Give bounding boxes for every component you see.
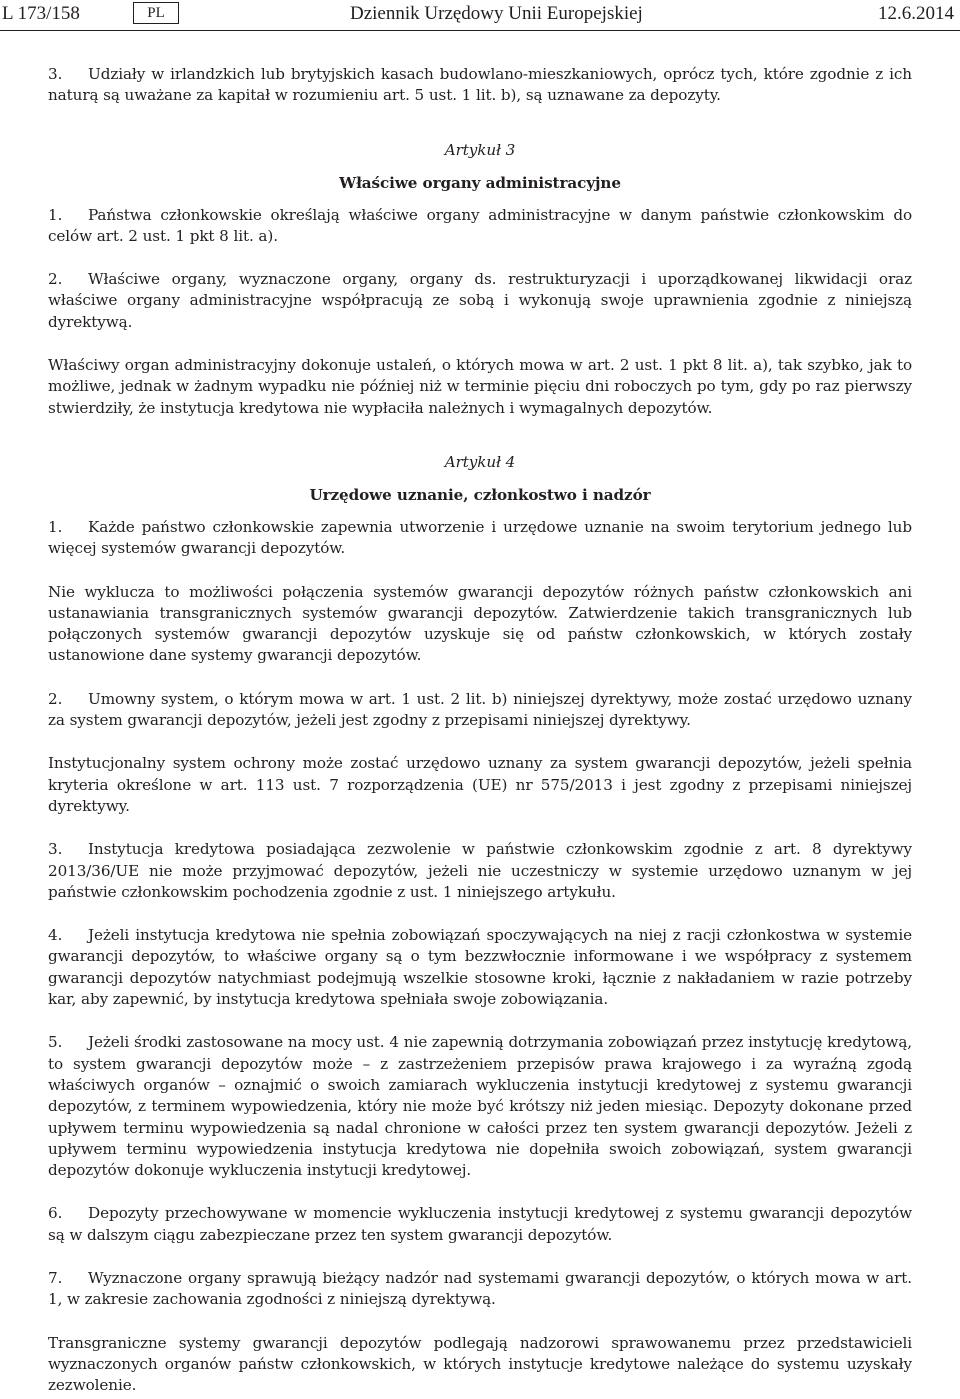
- article-4-paragraph-6: [48, 1203, 912, 1246]
- paragraph-text: Instytucja kredytowa posiadająca zezwolenie w państwie członkowskim zgodnie z art. 8 dyrektywy 2013/36/UE nie może przyjmować depozytów, jeżeli nie uczestniczy w systemie urzędowo uznanym w jej państwie członkowskim pochodzenia zgodnie z ust. 1 niniejszego artykułu.: [48, 840, 912, 901]
- paragraph-number: 1.: [48, 517, 63, 536]
- paragraph-number: 1.: [48, 205, 63, 224]
- paragraph-text: Państwa członkowskie określają właściwe organy administracyjne w danym państwie członkowskim do celów art. 2 ust. 1 pkt 8 lit. a).: [48, 205, 912, 245]
- article-4-paragraph-1-continued: Nie wyklucza to możliwości połączenia systemów gwarancji depozytów różnych państw członkowskich ani ustanawiania transgranicznych systemów gwarancji depozytów. Zatwierdzenie takich transgranicznych lub połączonych systemów gwarancji depozytów uzyskuje się od państw członkowskich, w których zostały ustanowione dane systemy gwarancji depozytów.: [48, 582, 912, 665]
- paragraph-number: 5.: [48, 1033, 63, 1052]
- article-4-label: Artykuł 4: [444, 452, 516, 471]
- paragraph-number: 6.: [48, 1204, 63, 1223]
- paragraph-text: Jeżeli środki zastosowane na mocy ust. 4 nie zapewnią dotrzymania zobowiązań przez instytucję kredytową, to system gwarancji depozytów może – z zastrzeżeniem przepisów prawa krajowego i za wyraźną zgodą właściwych organów – oznajmić o swoich zamiarach wykluczenia instytucji kredytowej z systemu gwarancji depozytów, z terminem wypowiedzenia, który nie może być krótszy niż jeden miesiąc. Depozyty dokonane przed upływem terminu wypowiedzenia są nadal chronione w całości przez ten system gwarancji depozytów. Jeżeli z upływem terminu wypowiedzenia instytucja kredytowa nie dopełniła swoich zobowiązań, system gwarancji depozytów dokonuje wykluczenia instytucji kredytowej.: [48, 1033, 912, 1180]
- paragraph-number: 7.: [48, 1268, 63, 1287]
- paragraph-number: 3.: [48, 65, 63, 83]
- page-number: L 173/158: [2, 3, 80, 24]
- article-4-paragraph-7-continued: Transgraniczne systemy gwarancji depozytów podlegają nadzorowi sprawowanemu przez przedstawicieli wyznaczonych organów państw członkowskich, w których instytucje kredytowe należące do systemu uzyskały zezwolenie.: [48, 1333, 912, 1395]
- language-code-box: PL: [133, 2, 179, 24]
- article-4-paragraph-7: [48, 1268, 912, 1311]
- paragraph-text: Jeżeli instytucja kredytowa nie spełnia zobowiązań spoczywających na niej z racji członkostwa w systemie gwarancji depozytów, to właściwe organy są o tym bezzwłocznie informowane i we współpracy z systemem gwarancji depozytów natychmiast podejmują wszelkie stosowne kroki, łącznie z nakładaniem w razie potrzeby kar, aby zapewnić, by instytucja kredytowa spełniała swoje zobowiązania.: [48, 926, 912, 1009]
- paragraph-number: 3.: [48, 840, 63, 859]
- paragraph-number: 4.: [48, 926, 63, 945]
- publication-date: 12.6.2014: [878, 3, 954, 24]
- article-3-label: Artykuł 3: [444, 140, 516, 159]
- article-3-paragraph-2: [48, 269, 912, 333]
- paragraph-text: Depozyty przechowywane w momencie wykluczenia instytucji kredytowej z systemu gwarancji depozytów są w dalszym ciągu zabezpieczane przez ten system gwarancji depozytów.: [48, 1204, 912, 1244]
- page-header: [0, 0, 960, 31]
- article-4-paragraph-5: [48, 1032, 912, 1181]
- article-3-title: Właściwe organy administracyjne: [339, 173, 621, 192]
- article-3-paragraph-2-continued: Właściwy organ administracyjny dokonuje ustaleń, o których mowa w art. 2 ust. 1 pkt 8 lit. a), tak szybko, jak to możliwe, jednak w żadnym wypadku nie później niż w terminie pięciu dni roboczych po tym, gdy po raz pierwszy stwierdziły, że instytucja kredytowa nie wypłaciła należnych i wymagalnych depozytów.: [48, 356, 912, 417]
- article-4-paragraph-3: [48, 839, 912, 903]
- article-3-paragraph-1: [48, 205, 912, 248]
- paragraph-text: Umowny system, o którym mowa w art. 1 ust. 2 lit. b) niniejszej dyrektywy, może zostać urzędowo uznany za system gwarancji depozytów, jeżeli jest zgodny z przepisami niniejszej dyrektywy.: [48, 689, 912, 730]
- article-4-paragraph-1: [48, 517, 912, 560]
- paragraph-text: Właściwe organy, wyznaczone organy, organy ds. restrukturyzacji i uporządkowanej likwidacji oraz właściwe organy administracyjne współpracują ze sobą i wykonują swoje uprawnienia zgodnie z niniejszą dyrektywą.: [48, 270, 912, 331]
- paragraph-number: 2.: [48, 689, 63, 708]
- article-4-title: Urzędowe uznanie, członkostwo i nadzór: [309, 485, 651, 504]
- document-body: [48, 64, 912, 1396]
- paragraph-number: 2.: [48, 270, 63, 289]
- article-4-paragraph-2: [48, 689, 912, 732]
- paragraph-text: Wyznaczone organy sprawują bieżący nadzór nad systemami gwarancji depozytów, o których mowa w art. 1, w zakresie zachowania zgodności z niniejszą dyrektywą.: [48, 1268, 912, 1309]
- paragraph-text: Udziały w irlandzkich lub brytyjskich kasach budowlano-mieszkaniowych, oprócz tych, które zgodnie z ich naturą są uważane za kapitał w rozumieniu art. 5 ust. 1 lit. b), są uznawane za depozyty.: [48, 65, 912, 105]
- paragraph-prev-3: [48, 64, 912, 107]
- article-4-paragraph-4: [48, 925, 912, 1010]
- journal-title: Dziennik Urzędowy Unii Europejskiej: [350, 3, 643, 24]
- article-4-paragraph-2-continued: Instytucjonalny system ochrony może zostać urzędowo uznany za system gwarancji depozytów, jeżeli spełnia kryteria określone w art. 113 ust. 7 rozporządzenia (UE) nr 575/2013 i jest zgodny z przepisami niniejszej dyrektywy.: [48, 754, 912, 815]
- paragraph-text: Każde państwo członkowskie zapewnia utworzenie i urzędowe uznanie na swoim terytorium jednego lub więcej systemów gwarancji depozytów.: [48, 517, 912, 558]
